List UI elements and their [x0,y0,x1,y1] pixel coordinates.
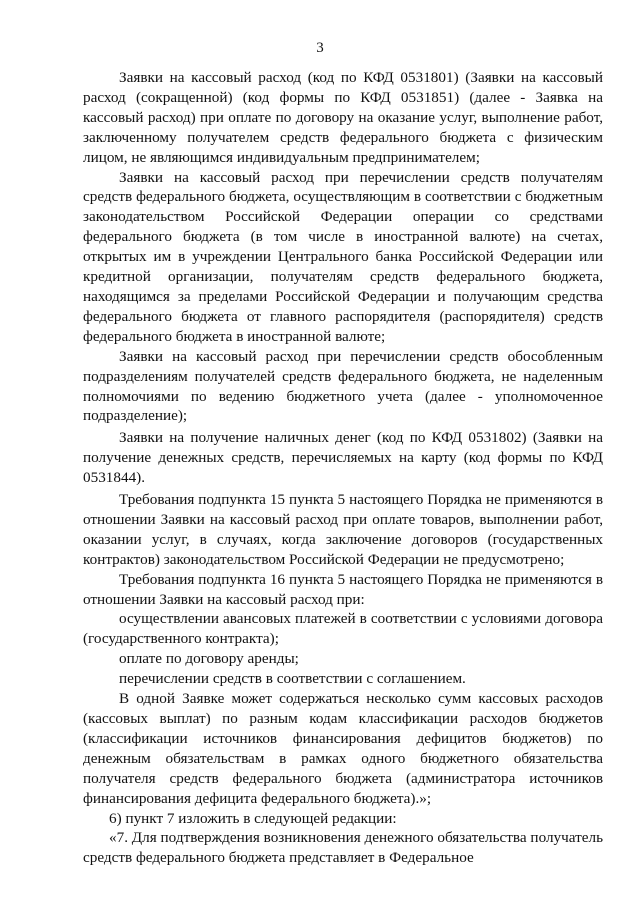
paragraph-9: перечислении средств в соответствии с соглашением. [119,670,466,688]
paragraph-1: Заявки на кассовый расход (код по КФД 0531801) (Заявки на кассовый расход (сокращенной) (код формы по КФД 0531851) (далее - Заявка на кассовый расход) при оплате по договору на оказание услуг, выполнение работ, заключенному получателем средств федерального бюджета с физическим лицом, не являющимся индивидуальным предпринимателем; [83,69,603,166]
paragraph-5: Требования подпункта 15 пункта 5 настоящего Порядка не применяются в отношении Заявки на кассовый расход при оплате товаров, выполнении работ, оказании услуг, в случаях, когда заключение договоров (государственных контрактов) законодательством Российской Федерации не предусмотрено; [83,491,603,568]
paragraph-2: Заявки на кассовый расход при перечислении средств получателям средств федерального бюджета, осуществляющим в соответствии с бюджетным законодательством Российской Федерации операции со средствами федерального бюджета (в том числе в иностранной валюте) на счетах, открытых им в учреждении Центрального банка Российской Федерации или кредитной организации, получателям средств федерального бюджета, находящимся за пределами Российской Федерации и получающим средства федерального бюджета от главного распорядителя (распорядителя) средств федерального бюджета в иностранной валюте; [83,168,603,345]
paragraph-10: В одной Заявке может содержаться несколько сумм кассовых расходов (кассовых выплат) по разным кодам классификации расходов бюджетов (классификации источников финансирования дефицитов бюджетов) по денежным обязательствам в рамках одного бюджетного обязательства получателя средств федерального бюджета (администратора источников финансирования дефицита федерального бюджета).»; [83,690,603,807]
paragraph-4: Заявки на получение наличных денег (код по КФД 0531802) (Заявки на получение денежных средств, перечисляемых на карту (код формы по КФД 0531844). [83,429,603,487]
document-body [83,68,603,868]
paragraph-12: «7. Для подтверждения возникновения денежного обязательства получатель средств федерального бюджета представляет в Федеральное [83,829,603,867]
paragraph-11: 6) пункт 7 изложить в следующей редакции: [109,809,397,827]
paragraph-8: оплате по договору аренды; [119,650,299,668]
paragraph-3: Заявки на кассовый расход при перечислении средств обособленным подразделениям получателей средств федерального бюджета, не наделенным полномочиями по ведению бюджетного учета (далее - уполномоченное подразделение); [83,347,603,425]
page-number: 3 [316,40,324,56]
paragraph-7: осуществлении авансовых платежей в соответствии с условиями договора (государственного контракта); [83,610,603,648]
paragraph-6: Требования подпункта 16 пункта 5 настоящего Порядка не применяются в отношении Заявки на кассовый расход при: [83,570,603,608]
